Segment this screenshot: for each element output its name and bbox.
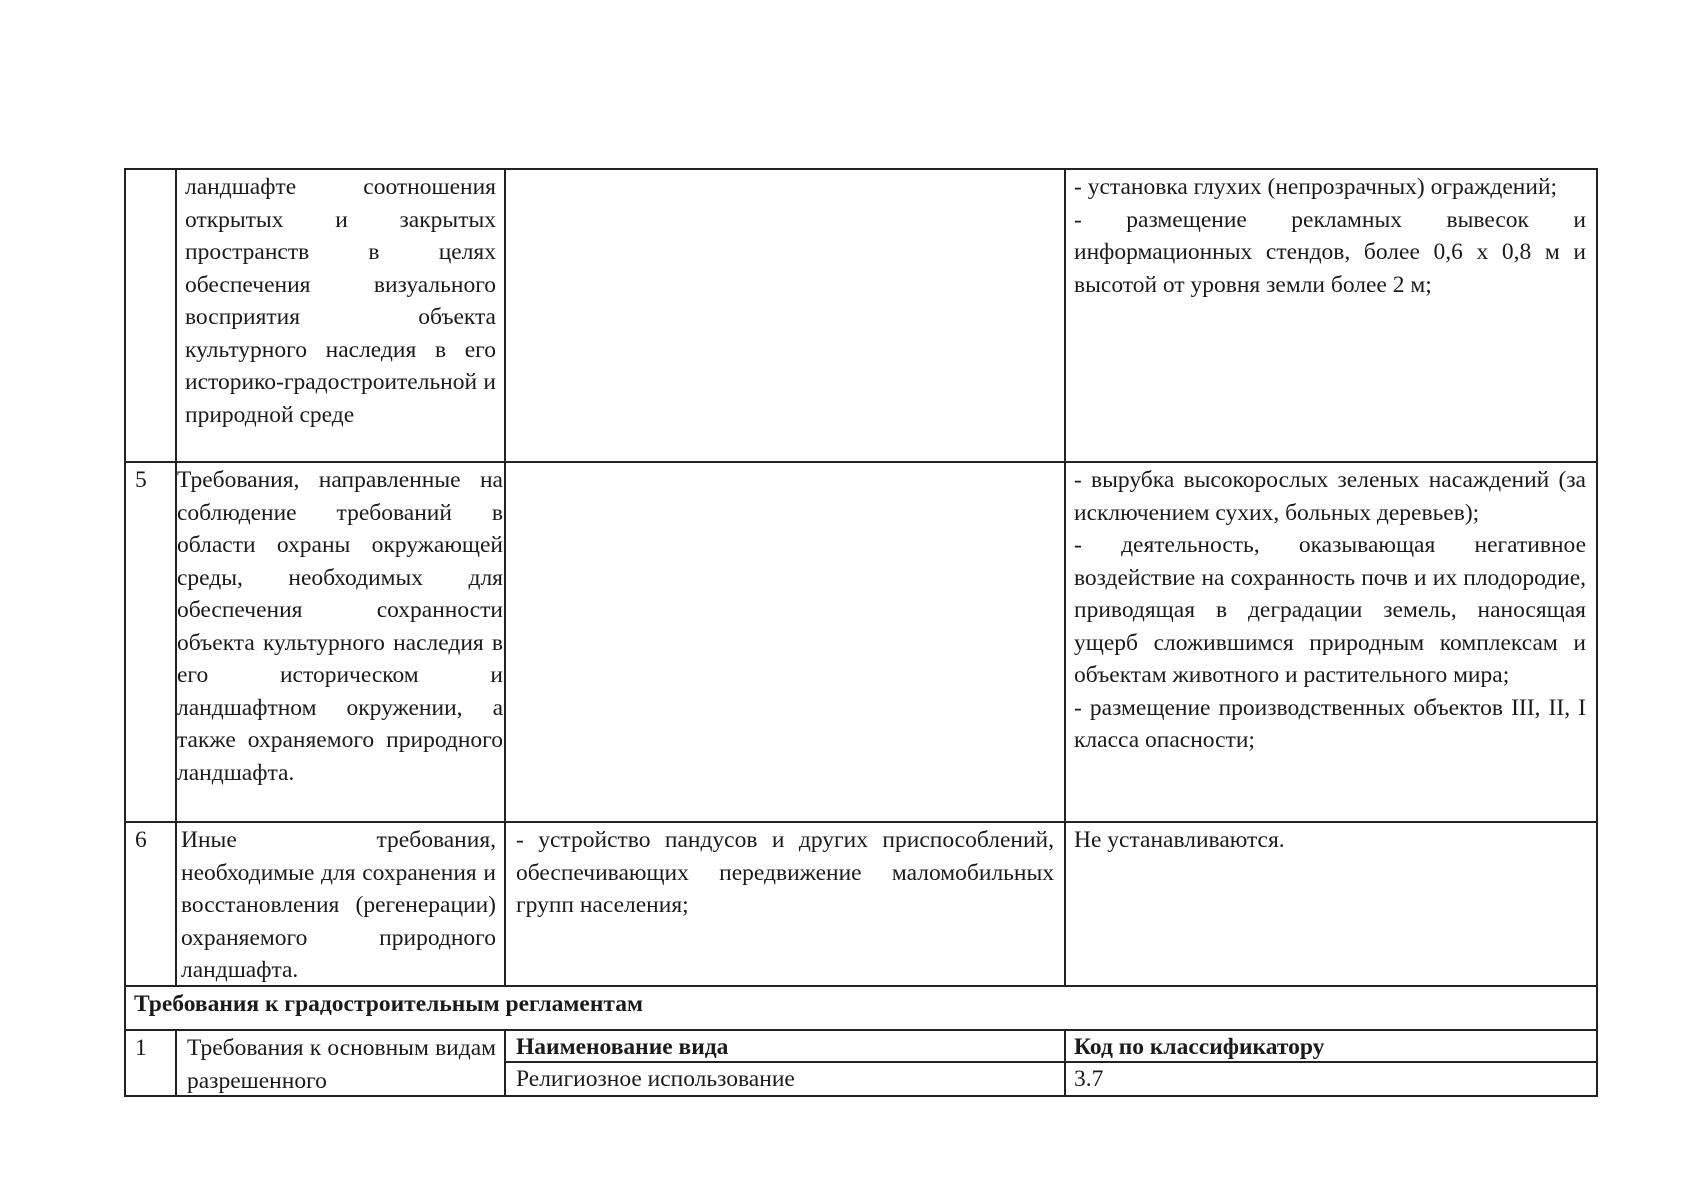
prohibited-item: - размещение производственных объектов III, II, I класса опасности;: [1074, 694, 1586, 753]
row-number: 6: [135, 827, 147, 853]
prohibited-cell: [1074, 824, 1586, 985]
requirement-cell: [185, 171, 496, 461]
column-header-name: Наименование вида: [516, 1034, 729, 1060]
requirement-cell: [177, 464, 503, 821]
classifier-item-code: 3.7: [1074, 1066, 1104, 1092]
table-line: [504, 1029, 506, 1097]
allowed-text: - устройство пандусов и других приспособлений, обеспечивающих передвижение маломобильных групп населения;: [516, 827, 1054, 918]
prohibited-item: - деятельность, оказывающая негативное воздействие на сохранность почв и их плодородие, приводящая в деградации земель, наносящая ущерб сложившимся природным комплексам и объектам животного и растительного мира;: [1074, 532, 1586, 688]
table-line: [124, 985, 1598, 987]
table-line: [124, 168, 1598, 170]
prohibited-item: - установка глухих (непрозрачных) ограждений;: [1074, 174, 1558, 200]
requirement-text: Требования к основным видам разрешенного: [187, 1035, 496, 1094]
row-number: 5: [135, 467, 147, 493]
requirement-cell: [187, 1032, 496, 1096]
allowed-cell: [516, 824, 1054, 985]
table-line: [1064, 1029, 1066, 1097]
table-line: [124, 461, 1598, 463]
classifier-item-name: Религиозное использование: [516, 1066, 795, 1092]
table-line: [124, 168, 126, 1097]
prohibited-cell: [1074, 464, 1586, 821]
prohibited-cell: [1074, 171, 1586, 461]
requirement-text: ландшафте соотношения открытых и закрытых пространств в целях обеспечения визуального восприятия объекта культурного наследия в его историко-градостроительной и природной среде: [185, 174, 496, 428]
requirement-cell: [181, 824, 496, 985]
requirement-text: Требования, направленные на соблюдение требований в области охраны окружающей среды, необходимых для обеспечения сохранности объекта культурного наследия в его историческом и ландшафтном окружении, а также охраняемого природного ландшафта.: [177, 467, 503, 786]
table-line: [124, 821, 1598, 823]
table-line: [1064, 168, 1066, 987]
table-line: [1596, 168, 1598, 1097]
table-line: [504, 168, 506, 987]
prohibited-item: - вырубка высокорослых зеленых насаждений (за исключением сухих, больных деревьев);: [1074, 467, 1586, 526]
requirement-text: Иные требования, необходимые для сохранения и восстановления (регенерации) охраняемого природного ландшафта.: [181, 827, 496, 983]
prohibited-item: Не устанавливаются.: [1074, 827, 1285, 853]
table-line: [175, 1029, 177, 1097]
row-number: 1: [135, 1035, 147, 1061]
column-header-code: Код по классификатору: [1074, 1034, 1325, 1060]
section-header: Требования к градостроительным регламентам: [134, 991, 643, 1017]
prohibited-item: - размещение рекламных вывесок и информационных стендов, более 0,6 x 0,8 м и высотой от уровня земли более 2 м;: [1074, 206, 1586, 298]
